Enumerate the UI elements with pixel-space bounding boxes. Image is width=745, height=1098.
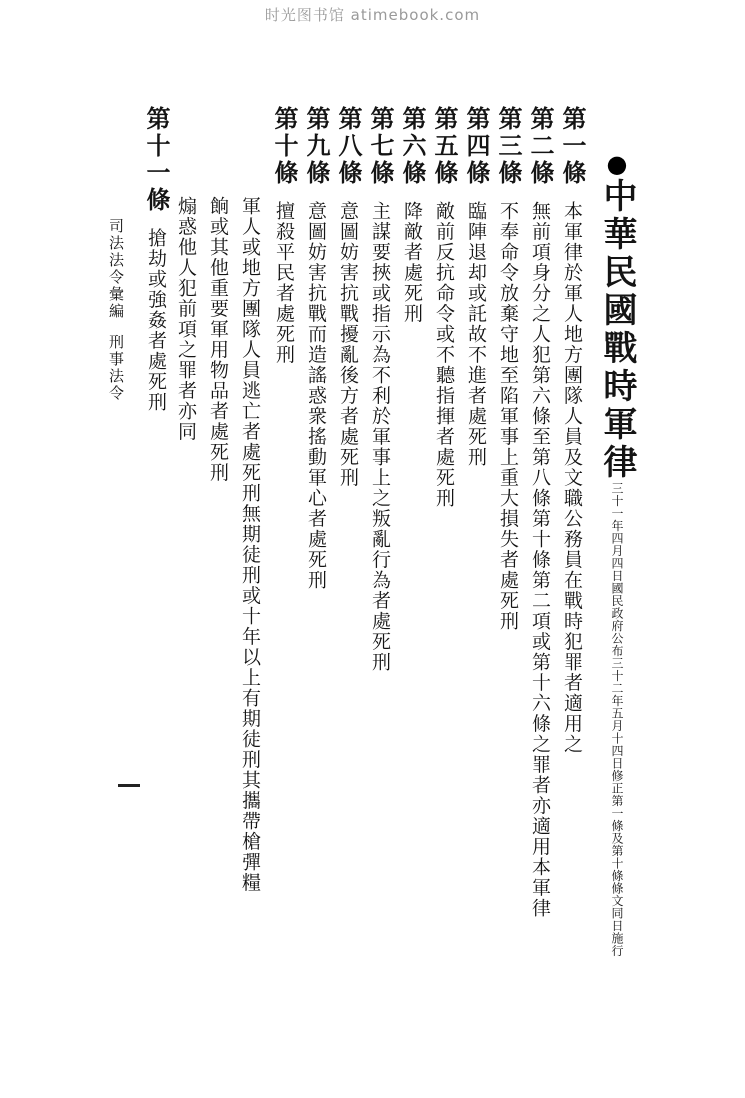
article-label: 第二條 bbox=[526, 106, 555, 187]
article-11 bbox=[142, 106, 171, 986]
article-label: 第七條 bbox=[366, 106, 395, 187]
article-text: 降敵者處死刑 bbox=[401, 201, 423, 324]
watermark: 时光图书馆 atimebook.com bbox=[264, 6, 481, 24]
article-3 bbox=[494, 106, 523, 986]
bullet-icon: ● bbox=[603, 150, 631, 178]
article-label: 第八條 bbox=[334, 106, 363, 187]
article-text: 煽惑他人犯前項之罪者亦同 bbox=[175, 196, 197, 442]
page-number bbox=[118, 784, 140, 787]
article-text: 敵前反抗命令或不聽指揮者處死刑 bbox=[433, 201, 455, 509]
article-text: 搶劫或強姦者處死刑 bbox=[145, 228, 167, 413]
article-label: 第三條 bbox=[494, 106, 523, 187]
article-label: 第五條 bbox=[430, 106, 459, 187]
article-text: 無前項身分之人犯第六條至第八條第十條第二項或第十六條之罪者亦適用本軍律 bbox=[529, 201, 551, 919]
article-text: 不奉命令放棄守地至陷軍事上重大損失者處死刑 bbox=[497, 201, 519, 632]
article-label: 第九條 bbox=[302, 106, 331, 187]
article-text: 本軍律於軍人地方團隊人員及文職公務員在戰時犯罪者適用之 bbox=[561, 201, 583, 755]
article-7 bbox=[366, 106, 395, 986]
page-title: 中華民國戰時軍律 bbox=[597, 178, 637, 482]
title-column bbox=[597, 150, 637, 1030]
article-9 bbox=[302, 106, 331, 986]
article-label: 第一條 bbox=[558, 106, 587, 187]
article-text: 餉或其他重要軍用物品者處死刑 bbox=[207, 196, 229, 483]
article-continuation bbox=[208, 196, 227, 1076]
article-10 bbox=[270, 106, 299, 986]
article-text: 意圖妨害抗戰而造謠惑衆搖動軍心者處死刑 bbox=[305, 201, 327, 591]
article-text: 擅殺平民者處死刑 bbox=[273, 201, 295, 365]
article-label: 第四條 bbox=[462, 106, 491, 187]
article-8 bbox=[334, 106, 363, 986]
title-note: 三十一年四月四日國民政府公布三十二年五月十四日修正第一條及第十條條文同日施行 bbox=[610, 482, 624, 957]
article-continuation bbox=[240, 196, 259, 1076]
article-label: 第六條 bbox=[398, 106, 427, 187]
article-6 bbox=[398, 106, 427, 986]
article-text: 軍人或地方團隊人員逃亡者處死刑無期徒刑或十年以上有期徒刑其攜帶槍彈糧 bbox=[239, 196, 261, 893]
article-5 bbox=[430, 106, 459, 986]
article-label: 第十條 bbox=[270, 106, 299, 187]
footer-section: 刑事法令 bbox=[107, 334, 125, 402]
article-text: 主謀要挾或指示為不利於軍事上之叛亂行為者處死刑 bbox=[369, 201, 391, 673]
article-continuation bbox=[176, 196, 195, 1076]
article-1 bbox=[558, 106, 587, 986]
running-footer bbox=[108, 218, 123, 1098]
article-4 bbox=[462, 106, 491, 986]
article-label: 第十一條 bbox=[142, 106, 171, 214]
article-text: 臨陣退却或託故不進者處死刑 bbox=[465, 201, 487, 468]
article-text: 意圖妨害抗戰擾亂後方者處死刑 bbox=[337, 201, 359, 488]
article-2 bbox=[526, 106, 555, 986]
footer-book-title: 司法法令彙編 bbox=[107, 218, 125, 320]
